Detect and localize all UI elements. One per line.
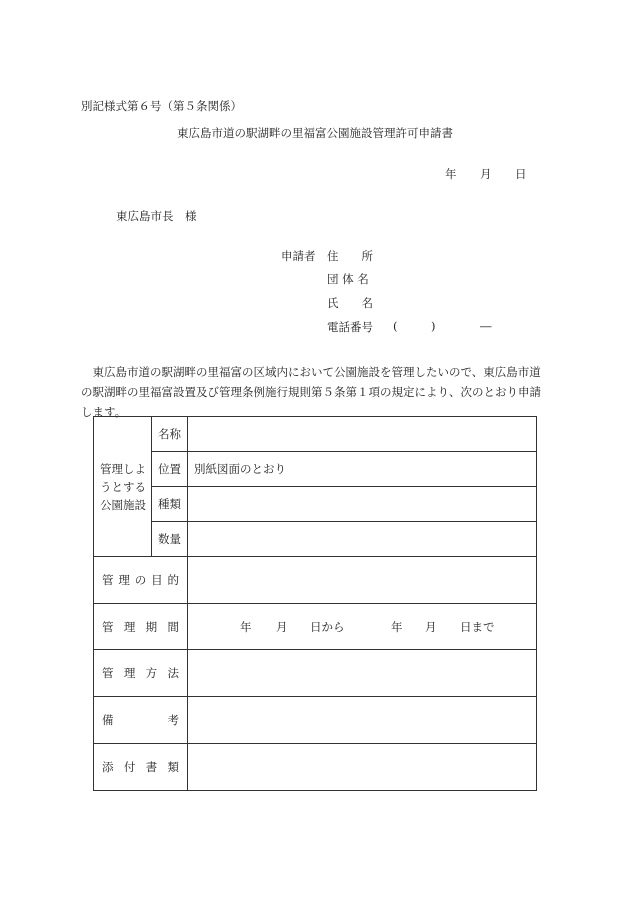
applicant-phone-label: 電話番号 [327,320,373,334]
period-start-month: 月 [276,619,288,634]
period-start-year: 年 [240,619,252,634]
date-day-label: 日 [515,167,527,181]
date-month-label: 月 [480,167,492,181]
method-char: 管 [102,666,114,680]
period-char: 管 [102,619,114,634]
application-table [93,416,537,791]
date-year-label: 年 [445,167,457,181]
facility-name-label: 名称 [152,417,188,452]
period-label-cell [94,604,188,650]
addressee: 東広島市長 様 [116,209,197,223]
applicant-org-label: 団 体 名 [327,272,369,286]
facility-type-label: 種類 [152,487,188,522]
remarks-char: 備 [102,713,114,727]
period-char: 期 [145,619,158,634]
application-statement: 東広島市道の駅湖畔の里福富の区域内において公園施設を管理したいので、東広島市道の駅湖畔の里福富設置及び管理条例施行規則第５条第１項の規定により、次のとおり申請します。 [81,365,541,419]
method-field[interactable] [188,650,537,697]
remarks-char: 考 [167,713,179,727]
period-char: 間 [167,619,179,634]
period-label [94,619,187,635]
attachments-char: 付 [123,760,136,774]
applicant-label: 申請者 [281,249,316,263]
facility-location-field[interactable]: 別紙図面のとおり [188,452,537,487]
period-end-month: 月 [425,619,437,634]
phone-close-paren: ) [431,319,436,333]
attachments-label [94,759,187,775]
remarks-label-cell [94,697,188,744]
purpose-char: 管 [102,573,114,587]
facility-quantity-field[interactable] [188,522,537,557]
period-end-year: 年 [391,619,403,634]
attachments-label-cell [94,744,188,791]
period-field[interactable] [188,604,537,650]
method-char: 法 [167,666,179,680]
purpose-char: の [134,573,147,587]
facility-quantity-label: 数量 [152,522,188,557]
attachments-char: 類 [167,760,179,774]
facility-location-label: 位置 [152,452,188,487]
period-char: 理 [123,619,136,634]
purpose-label-cell [94,557,188,604]
period-start-day: 日から [310,619,345,634]
purpose-char: 目 [151,573,163,587]
purpose-char: 理 [118,573,130,587]
document-title: 東広島市道の駅湖畔の里福富公園施設管理許可申請書 [177,126,453,140]
remarks-label [94,712,187,728]
facility-group-header: 管理しようとする公園施設 [94,417,152,557]
phone-dash: ― [480,319,492,333]
form-reference: 別記様式第６号（第５条関係） [81,99,242,113]
attachments-char: 書 [145,760,158,774]
method-label-cell [94,650,188,697]
attachments-field[interactable] [188,744,537,791]
facility-type-field[interactable] [188,487,537,522]
applicant-name-label: 氏 名 [327,296,373,310]
remarks-field[interactable] [188,697,537,744]
phone-open-paren: ( [393,319,398,333]
method-char: 理 [123,666,136,680]
purpose-field[interactable] [188,557,537,604]
purpose-label [94,572,187,588]
facility-name-field[interactable] [188,417,537,452]
attachments-char: 添 [102,760,114,774]
method-label [94,665,187,681]
purpose-char: 的 [167,573,179,587]
period-end-day: 日まで [460,619,495,634]
method-char: 方 [145,666,158,680]
applicant-address-label: 住 所 [327,249,373,263]
